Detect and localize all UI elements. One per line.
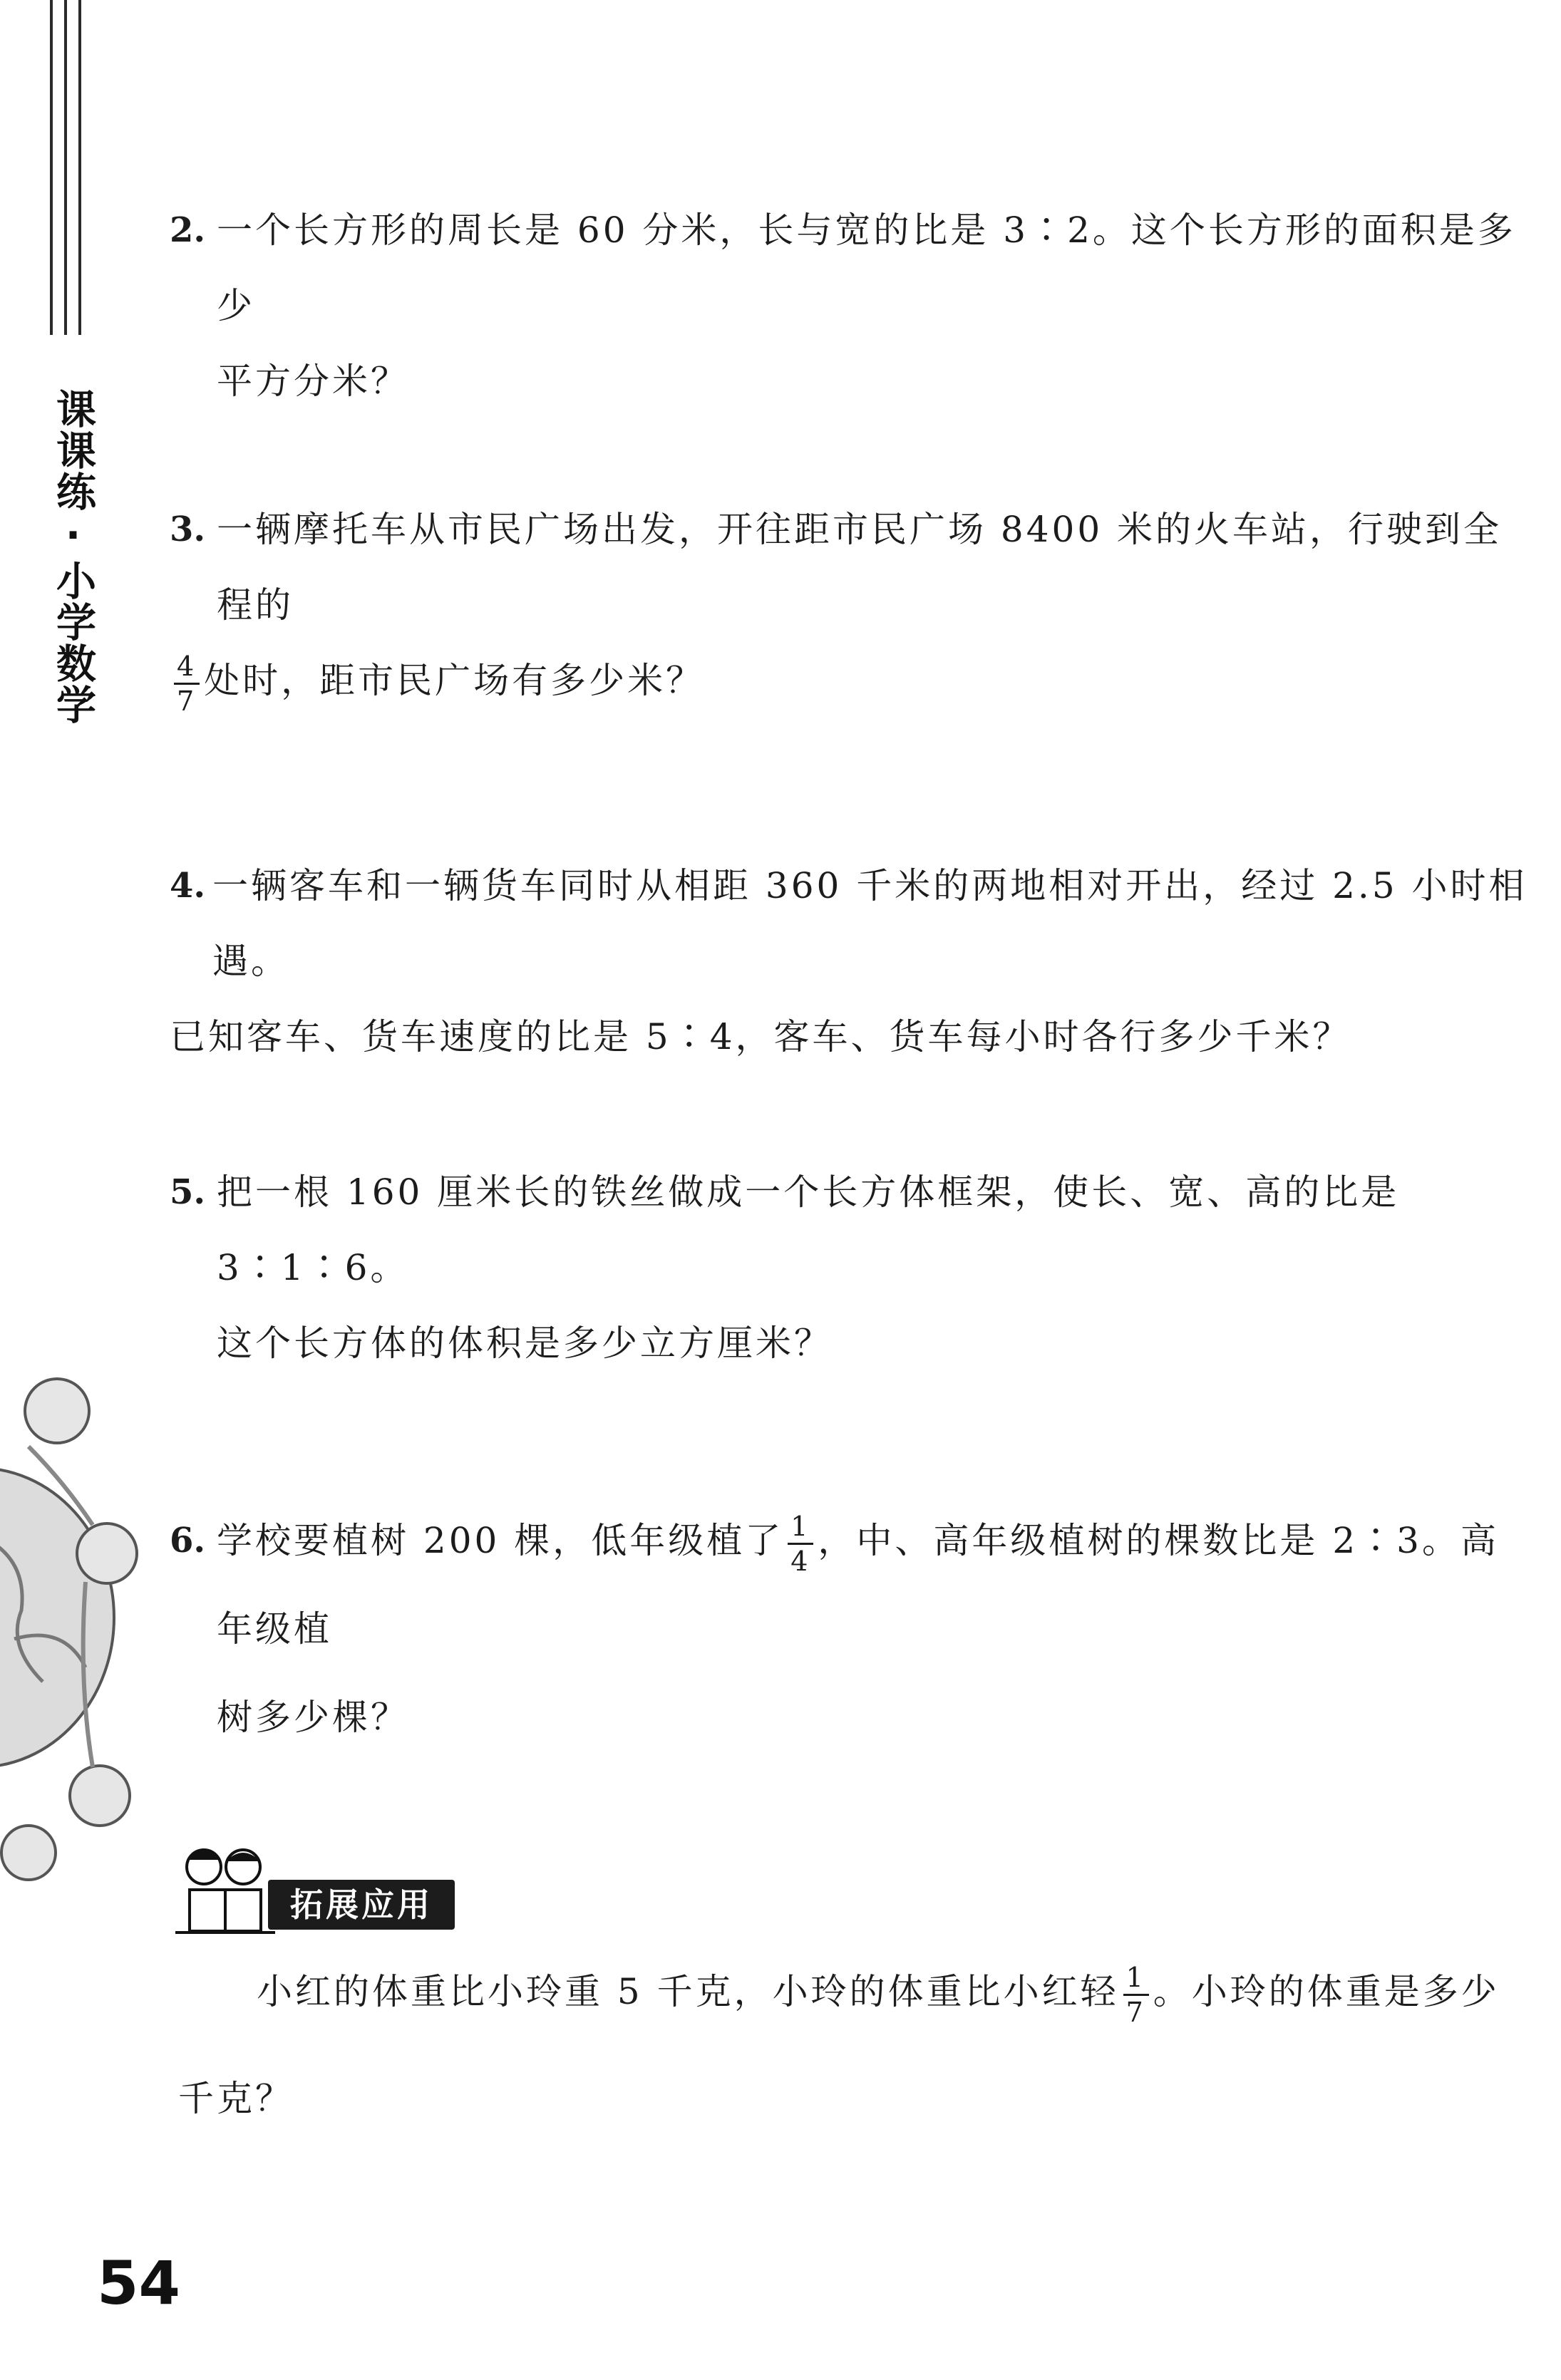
question-6 <box>170 1496 1524 1738</box>
question-5 <box>170 1154 1524 1364</box>
question-number: 2. <box>170 210 206 250</box>
problem-line: 千克？ <box>178 2078 294 2119</box>
question-3 <box>170 492 1524 717</box>
question-number: 6. <box>170 1521 206 1561</box>
book-title: 课课练·小学数学 <box>50 388 96 725</box>
problem-line: 小红的体重比小玲重 5 千克，小玲的体重比小红轻 <box>257 1971 1119 2012</box>
fraction <box>788 1510 813 1577</box>
fraction-denominator: 7 <box>177 685 197 717</box>
problem-line: 。小玲的体重是多少 <box>1153 1971 1500 2012</box>
question-line: 一辆摩托车从市民广场出发，开往距市民广场 8400 米的火车站，行驶到全程的 <box>217 509 1503 626</box>
question-line: 一个长方形的周长是 60 分米，长与宽的比是 3∶2。这个长方形的面积是多少 <box>217 209 1516 326</box>
question-line: 学校要植树 200 棵，低年级植了 <box>217 1520 784 1561</box>
question-line: 平方分米？ <box>217 361 409 402</box>
question-number: 4. <box>170 866 206 906</box>
fraction-denominator: 7 <box>1125 1996 1146 2028</box>
margin-rule <box>64 0 67 335</box>
extension-problem <box>178 1938 1532 2152</box>
margin-rule <box>50 0 53 335</box>
globe-children-illustration <box>0 1340 171 1910</box>
extension-section-header <box>175 1838 460 1945</box>
question-line: 这个长方体的体积是多少立方厘米？ <box>217 1323 833 1364</box>
page-number: 54 <box>97 2248 180 2318</box>
question-line: 处时，距市民广场有多少米？ <box>204 660 705 701</box>
question-number: 3. <box>170 509 206 549</box>
question-line: 树多少棵？ <box>217 1697 409 1738</box>
reading-kids-icon <box>175 1838 275 1938</box>
fraction-numerator: 1 <box>1123 1964 1149 1996</box>
question-line: 把一根 160 厘米长的铁丝做成一个长方体框架，使长、宽、高的比是 3∶1∶6。 <box>217 1171 1400 1288</box>
question-number: 5. <box>170 1172 206 1212</box>
fraction-denominator: 4 <box>790 1545 811 1577</box>
question-4 <box>170 848 1527 1057</box>
fraction-numerator: 4 <box>174 653 200 685</box>
section-label: 拓展应用 <box>268 1880 455 1930</box>
question-line: ，中、高年级植树的棵数比是 2∶3。高年级植 <box>217 1520 1499 1650</box>
question-2 <box>170 192 1524 402</box>
fraction-numerator: 1 <box>788 1513 813 1545</box>
margin-rule <box>78 0 81 335</box>
fraction <box>174 650 200 717</box>
question-line: 一辆客车和一辆货车同时从相距 360 千米的两地相对开出，经过 2.5 小时相遇。 <box>212 865 1527 982</box>
fraction <box>1123 1961 1149 2028</box>
question-line: 已知客车、货车速度的比是 5∶4，客车、货车每小时各行多少千米？ <box>170 1016 1351 1057</box>
